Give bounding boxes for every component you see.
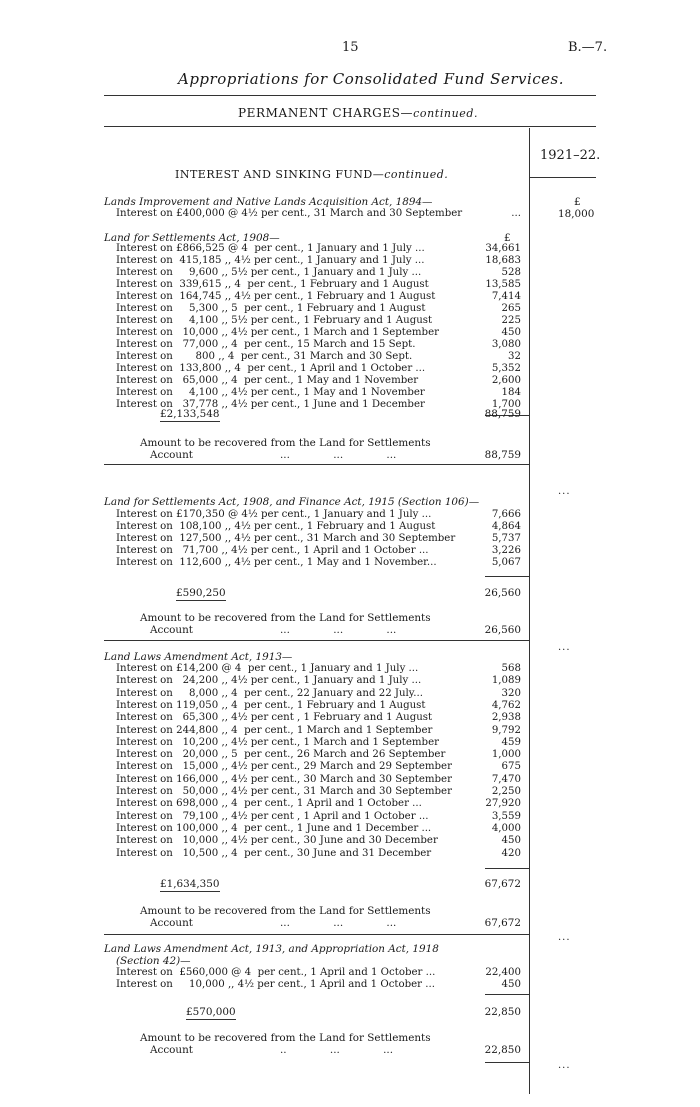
year-value-land-laws-appropriation-1918: ...: [558, 1060, 571, 1071]
interest-row-text: Interest on £560,000 @ 4 per cent., 1 April and 1 October ...: [116, 967, 436, 978]
year-value-settlements-1908: ...: [558, 486, 571, 497]
interest-row-text: Interest on 71,700 ,, 4½ per cent., 1 April and 1 October ...: [116, 545, 429, 556]
interest-row-text: Interest on 8,000 ,, 4 per cent., 22 January and 22 July...: [116, 687, 423, 699]
recovery-dots: .. ... ...: [280, 1044, 394, 1056]
interest-row: [104, 761, 529, 773]
interest-row-value: 1,089: [491, 675, 521, 687]
interest-row-value: 3,226: [491, 545, 521, 556]
recovery-text: Amount to be recovered from the Land for Settlements: [140, 437, 431, 449]
interest-row-value: 5,352: [491, 363, 521, 374]
interest-row-text: Interest on £14,200 @ 4 per cent., 1 January and 1 July ...: [116, 663, 419, 674]
interest-row-value: 34,661: [485, 243, 521, 254]
recovery-text: Amount to be recovered from the Land for Settlements: [140, 905, 431, 917]
interest-row: [104, 291, 529, 303]
interest-row-text: Interest on £866,525 @ 4 per cent., 1 January and 1 July ...: [116, 243, 425, 254]
interest-row: [104, 786, 529, 798]
interest-row-text: Interest on £400,000 @ 4½ per cent., 31 March and 30 September: [116, 208, 463, 219]
interest-row-value: 4,864: [491, 521, 521, 532]
interest-row: [104, 712, 529, 724]
interest-row-value: 184: [501, 387, 521, 398]
interest-row-text: Interest on 65,000 ,, 4 per cent., 1 May and 1 November: [116, 375, 419, 386]
interest-row-text: Interest on 65,300 ,, 4½ per cent , 1 February and 1 August: [116, 712, 433, 724]
interest-row: [104, 533, 529, 545]
interest-row-text: Interest on 50,000 ,, 4½ per cent., 31 March and 30 September: [116, 786, 452, 797]
interest-row-text: Interest on 79,100 ,, 4½ per cent , 1 April and 1 October ...: [116, 810, 429, 822]
interest-row: [104, 798, 529, 810]
interest-row-text: Interest on 166,000 ,, 4½ per cent., 30 March and 30 September: [116, 773, 452, 785]
total-principal-value: £590,250: [176, 587, 226, 599]
interest-row-value: 13,585: [485, 279, 521, 290]
interest-row: [104, 363, 529, 375]
interest-row: [104, 375, 529, 387]
interest-row: [104, 351, 529, 363]
act-heading-land-laws-appropriation-1918: Land Laws Amendment Act, 1913, and Appropriation Act, 1918: [104, 943, 439, 955]
total-principal: [160, 878, 220, 890]
total-principal: [160, 408, 220, 420]
interest-row-text: Interest on 339,615 ,, 4 per cent., 1 February and 1 August: [116, 279, 429, 290]
year-value-settlements-finance-1915: ...: [558, 642, 571, 653]
year-column-divider: [529, 128, 530, 1094]
recovery-text: Amount to be recovered from the Land for Settlements: [140, 612, 431, 624]
interest-row: [104, 675, 529, 687]
year-value-1894: 18,000: [558, 208, 595, 220]
act-heading-land-laws-1913: Land Laws Amendment Act, 1913—: [104, 651, 293, 663]
total-interest: 67,672: [484, 878, 521, 890]
recovery-account: Account: [150, 449, 193, 461]
recovery-value: 22,850: [484, 1044, 521, 1056]
subtitle-continued: continued.: [413, 107, 479, 120]
interest-row-text: Interest on 4,100 ,, 5½ per cent., 1 February and 1 August: [116, 315, 433, 326]
interest-row-text: Interest on 10,000 ,, 4½ per cent., 1 April and 1 October ...: [116, 979, 436, 990]
block-rule: [104, 640, 529, 641]
interest-row-value: 3,080: [491, 339, 521, 350]
interest-row-text: Interest on 4,100 ,, 4½ per cent., 1 May and 1 November: [116, 387, 425, 398]
interest-row-value: 420: [501, 847, 521, 859]
interest-row-value: 265: [501, 303, 521, 314]
interest-row: [104, 737, 529, 749]
interest-row-text: Interest on 133,800 ,, 4 per cent., 1 April and 1 October ...: [116, 363, 426, 374]
recovery-dots: ... ... ...: [280, 449, 397, 461]
recovery-account: Account: [150, 624, 193, 636]
interest-row-value: 450: [501, 979, 521, 990]
interest-row: [104, 700, 529, 712]
interest-row-value: 675: [501, 761, 521, 773]
interest-row-value: 2,250: [491, 786, 521, 797]
interest-row-text: Interest on 164,745 ,, 4½ per cent., 1 February and 1 August: [116, 291, 436, 302]
interest-row: [104, 521, 529, 533]
interest-row: [104, 327, 529, 339]
act-heading-settlements-1908: Land for Settlements Act, 1908—: [104, 232, 280, 244]
total-principal-value: £570,000: [186, 1006, 236, 1018]
interest-row: [104, 663, 529, 675]
interest-row: [104, 967, 529, 979]
interest-row: [104, 835, 529, 847]
subtitle-rule: [104, 126, 596, 127]
subtitle-main: PERMANENT CHARGES—: [238, 106, 414, 120]
interest-row-text: Interest on 800 ,, 4 per cent., 31 March and 30 Sept.: [116, 351, 413, 362]
recovery-text: Amount to be recovered from the Land for Settlements: [140, 1032, 431, 1044]
interest-row-text: Interest on 24,200 ,, 4½ per cent., 1 January and 1 July ...: [116, 675, 422, 687]
interest-row-value: 7,414: [491, 291, 521, 302]
recovery-account: Account: [150, 917, 193, 929]
interest-row: [104, 979, 529, 991]
section-heading-continued: continued.: [384, 168, 449, 181]
interest-row-value: 5,737: [491, 533, 521, 544]
interest-row-value: 2,600: [491, 375, 521, 386]
interest-row-value: 2,938: [491, 712, 521, 724]
section-heading: [175, 168, 448, 181]
interest-row-value: 22,400: [485, 967, 521, 978]
interest-row-value: 4,762: [491, 699, 521, 711]
interest-row-text: Interest on 37,778 ,, 4½ per cent., 1 June and 1 December: [116, 399, 425, 410]
interest-row-text: Interest on 9,600 ,, 5½ per cent., 1 January and 1 July ...: [116, 267, 422, 278]
interest-row-text: Interest on 112,600 ,, 4½ per cent., 1 May and 1 November...: [116, 557, 437, 568]
subtotal-rule: [485, 868, 529, 869]
interest-row-text: Interest on 10,200 ,, 4½ per cent., 1 March and 1 September: [116, 736, 439, 748]
interest-row-value: 7,666: [491, 509, 521, 520]
interest-row: [104, 509, 529, 521]
interest-row-value: 3,559: [491, 810, 521, 822]
section-heading-main: INTEREST AND SINKING FUND—: [175, 168, 385, 181]
page-title: Appropriations for Consolidated Fund Services.: [178, 70, 565, 88]
interest-row: [104, 339, 529, 351]
interest-row: [104, 243, 529, 255]
interest-row-value: 9,792: [491, 724, 521, 736]
interest-row: [104, 688, 529, 700]
document-reference: B.—7.: [568, 40, 608, 55]
total-principal: [176, 587, 226, 599]
interest-row: [104, 387, 529, 399]
interest-row-text: Interest on 698,000 ,, 4 per cent., 1 April and 1 October ...: [116, 798, 422, 810]
interest-row-text: Interest on 10,000 ,, 4½ per cent., 1 March and 1 September: [116, 327, 439, 338]
interest-row: [104, 725, 529, 737]
interest-row-value: 225: [501, 315, 521, 326]
total-principal-value: £2,133,548: [160, 408, 220, 420]
interest-row-text: Interest on 119,050 ,, 4 per cent., 1 February and 1 August: [116, 699, 426, 711]
act-heading-settlements-finance-1915: Land for Settlements Act, 1908, and Finance Act, 1915 (Section 106)—: [104, 496, 480, 508]
year-heading-rule: [530, 177, 596, 178]
interest-row-text: Interest on 20,000 ,, 5 per cent., 26 March and 26 September: [116, 749, 446, 761]
interest-row: [104, 848, 529, 860]
interest-row-value: 32: [508, 351, 521, 362]
total-interest: 22,850: [484, 1006, 521, 1018]
interest-row-value: 4,000: [491, 822, 521, 834]
interest-row: [104, 303, 529, 315]
interest-row-text: Interest on 100,000 ,, 4 per cent., 1 June and 1 December ...: [116, 822, 432, 834]
interest-row: [104, 811, 529, 823]
interest-row: [104, 267, 529, 279]
block-rule: [104, 934, 529, 935]
interest-row-value: 1,700: [491, 399, 521, 410]
page-number: 15: [342, 40, 359, 55]
block-rule: [104, 464, 529, 465]
interest-row-value: 7,470: [491, 773, 521, 785]
interest-row: [104, 749, 529, 761]
interest-row-value: 528: [501, 267, 521, 278]
interest-row: [104, 823, 529, 835]
interest-row-text: Interest on 10,500 ,, 4 per cent., 30 June and 31 December: [116, 847, 432, 859]
interest-row-value: 459: [501, 736, 521, 748]
interest-row-text: Interest on 127,500 ,, 4½ per cent., 31 March and 30 September: [116, 533, 456, 544]
recovery-value: 88,759: [484, 449, 521, 461]
interest-row-value: 27,920: [485, 798, 521, 810]
interest-row: [104, 255, 529, 267]
interest-row-value: 450: [501, 835, 521, 847]
interest-row-text: Interest on 77,000 ,, 4 per cent., 15 March and 15 Sept.: [116, 339, 416, 350]
interest-row-value: 320: [501, 687, 521, 699]
interest-row-text: Interest on £170,350 @ 4½ per cent., 1 January and 1 July ...: [116, 509, 432, 520]
recovery-account: Account: [150, 1044, 193, 1056]
interest-row-text: Interest on 415,185 ,, 4½ per cent., 1 January and 1 July ...: [116, 255, 425, 266]
interest-row-text: Interest on 5,300 ,, 5 per cent., 1 February and 1 August: [116, 303, 426, 314]
recovery-dots: ... ... ...: [280, 917, 397, 929]
act-heading-section: (Section 42)—: [116, 955, 191, 967]
interest-row: [104, 774, 529, 786]
interest-row-text: Interest on 15,000 ,, 4½ per cent., 29 March and 29 September: [116, 761, 452, 773]
act-heading-1894: Lands Improvement and Native Lands Acquisition Act, 1894—: [104, 196, 433, 208]
interest-row: [104, 279, 529, 291]
interest-row: [104, 545, 529, 557]
interest-row: [104, 208, 529, 220]
interest-row-value: 568: [501, 663, 521, 674]
interest-row-text: Interest on 244,800 ,, 4 per cent., 1 March and 1 September: [116, 724, 433, 736]
total-principal-value: £1,634,350: [160, 878, 220, 890]
recovery-value: 26,560: [484, 624, 521, 636]
total-interest: 26,560: [484, 587, 521, 599]
year-value-land-laws-1913: ...: [558, 932, 571, 943]
interest-row: [104, 315, 529, 327]
interest-row-text: Interest on 10,000 ,, 4½ per cent., 30 June and 30 December: [116, 835, 438, 847]
title-rule: [104, 95, 596, 96]
subtotal-rule: [485, 576, 529, 577]
recovery-dots: ... ... ...: [280, 624, 397, 636]
total-interest: 88,759: [484, 408, 521, 420]
interest-row-value: 5,067: [491, 557, 521, 568]
subtitle: [238, 106, 478, 120]
interest-row-text: Interest on 108,100 ,, 4½ per cent., 1 February and 1 August: [116, 521, 436, 532]
interest-row-value: 1,000: [491, 749, 521, 761]
interest-row-value: 450: [501, 327, 521, 338]
total-principal: [186, 1006, 236, 1018]
interest-row: [104, 557, 529, 569]
year-heading: 1921–22.: [540, 148, 601, 163]
subtotal-rule: [485, 994, 529, 995]
year-currency-symbol: £: [574, 196, 581, 208]
interest-row-value: 18,683: [485, 255, 521, 266]
interest-row-dots: ...: [511, 208, 521, 219]
final-rule: [485, 1062, 529, 1063]
currency-symbol: £: [504, 232, 511, 244]
recovery-value: 67,672: [484, 917, 521, 929]
